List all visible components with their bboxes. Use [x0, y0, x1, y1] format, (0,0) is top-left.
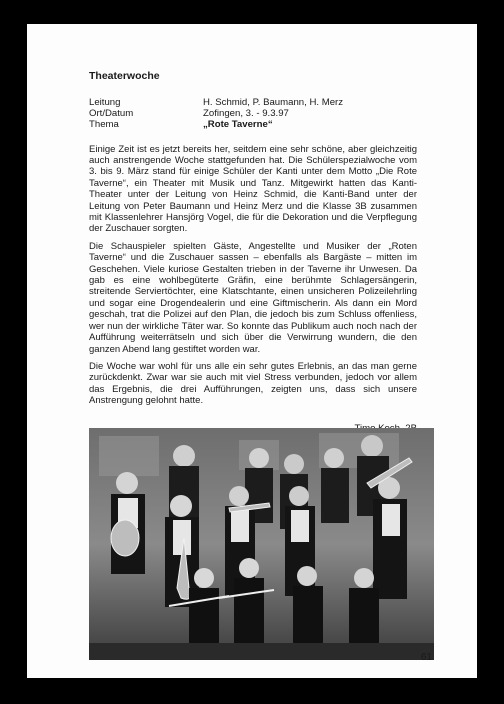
page-number: 61	[420, 652, 432, 663]
article	[89, 70, 417, 434]
meta-label-ort-datum: Ort/Datum	[89, 108, 134, 120]
band-photo	[89, 428, 434, 660]
document-page	[27, 24, 477, 678]
meta-label-leitung: Leitung	[89, 97, 121, 108]
meta-label-thema: Thema	[89, 119, 119, 131]
paragraph-1: Einige Zeit ist es jetzt bereits her, seitdem eine sehr schöne, aber gleichzeitig auch anstrengende Woche stattgefunden hat. Die Schülerspezialwoche vom 3. bis 9. März stand für einige Schüler der Kanti unter dem Motto „Die Rote Taverne“, ein Theater mit Musik und Tanz. Mitgewirkt hatten das Kanti-Theater unter der Leitung von Heinz Schmid, die Kanti-Band unter der Leitung von Peter Baumann und Heinz Merz und die Klasse 3B zusammen mit Klassenlehrer Hansjörg Vogel, die für die Dekoration und die Verpflegung der Zuschauer sorgten.	[89, 143, 417, 235]
meta-value-leitung: H. Schmid, P. Baumann, H. Merz	[203, 97, 344, 108]
paragraph-3: Die Woche war wohl für uns alle ein sehr gutes Erlebnis, an das man gerne zurückdenkt. Zwar war sie auch mit viel Stress verbunden, jedoch vor allem das Ergebnis, die drei Aufführungen, zeigten uns, dass sich unsere Anstrengung gelohnt hatte.	[89, 360, 417, 407]
meta-table	[89, 97, 417, 131]
meta-value-thema: „Rote Taverne“	[203, 119, 273, 131]
section-title: Theaterwoche	[89, 70, 160, 82]
meta-value-ort-datum: Zofingen, 3. - 9.3.97	[203, 108, 289, 120]
paragraph-2: Die Schauspieler spielten Gäste, Angestellte und Musiker der „Roten Taverne“ und die Zuschauer sassen – ebenfalls als Bargäste – mitten im Geschehen. Viele kuriose Gestalten trieben in der Taverne ihr Unwesen. Da gab es eine wohlbegüterte Gräfin, eine berühmte Schlagersängerin, streitende Serviertöchter, eine Klatschtante, einen unsicheren Polizeilehrling und sogar eine Drogendealerin und eine Giftmischerin. Als dann ein Mord geschah, trat die Polizei auf den Plan, die jedoch bis zum Schluss offenliess, wer nun der wirkliche Täter war. So konnte das Publikum auch noch nach der Aufführung weiterrätseln und sich über die Verwirrung wundern, die den ganzen Abend lang gestiftet worden war.	[89, 240, 417, 355]
